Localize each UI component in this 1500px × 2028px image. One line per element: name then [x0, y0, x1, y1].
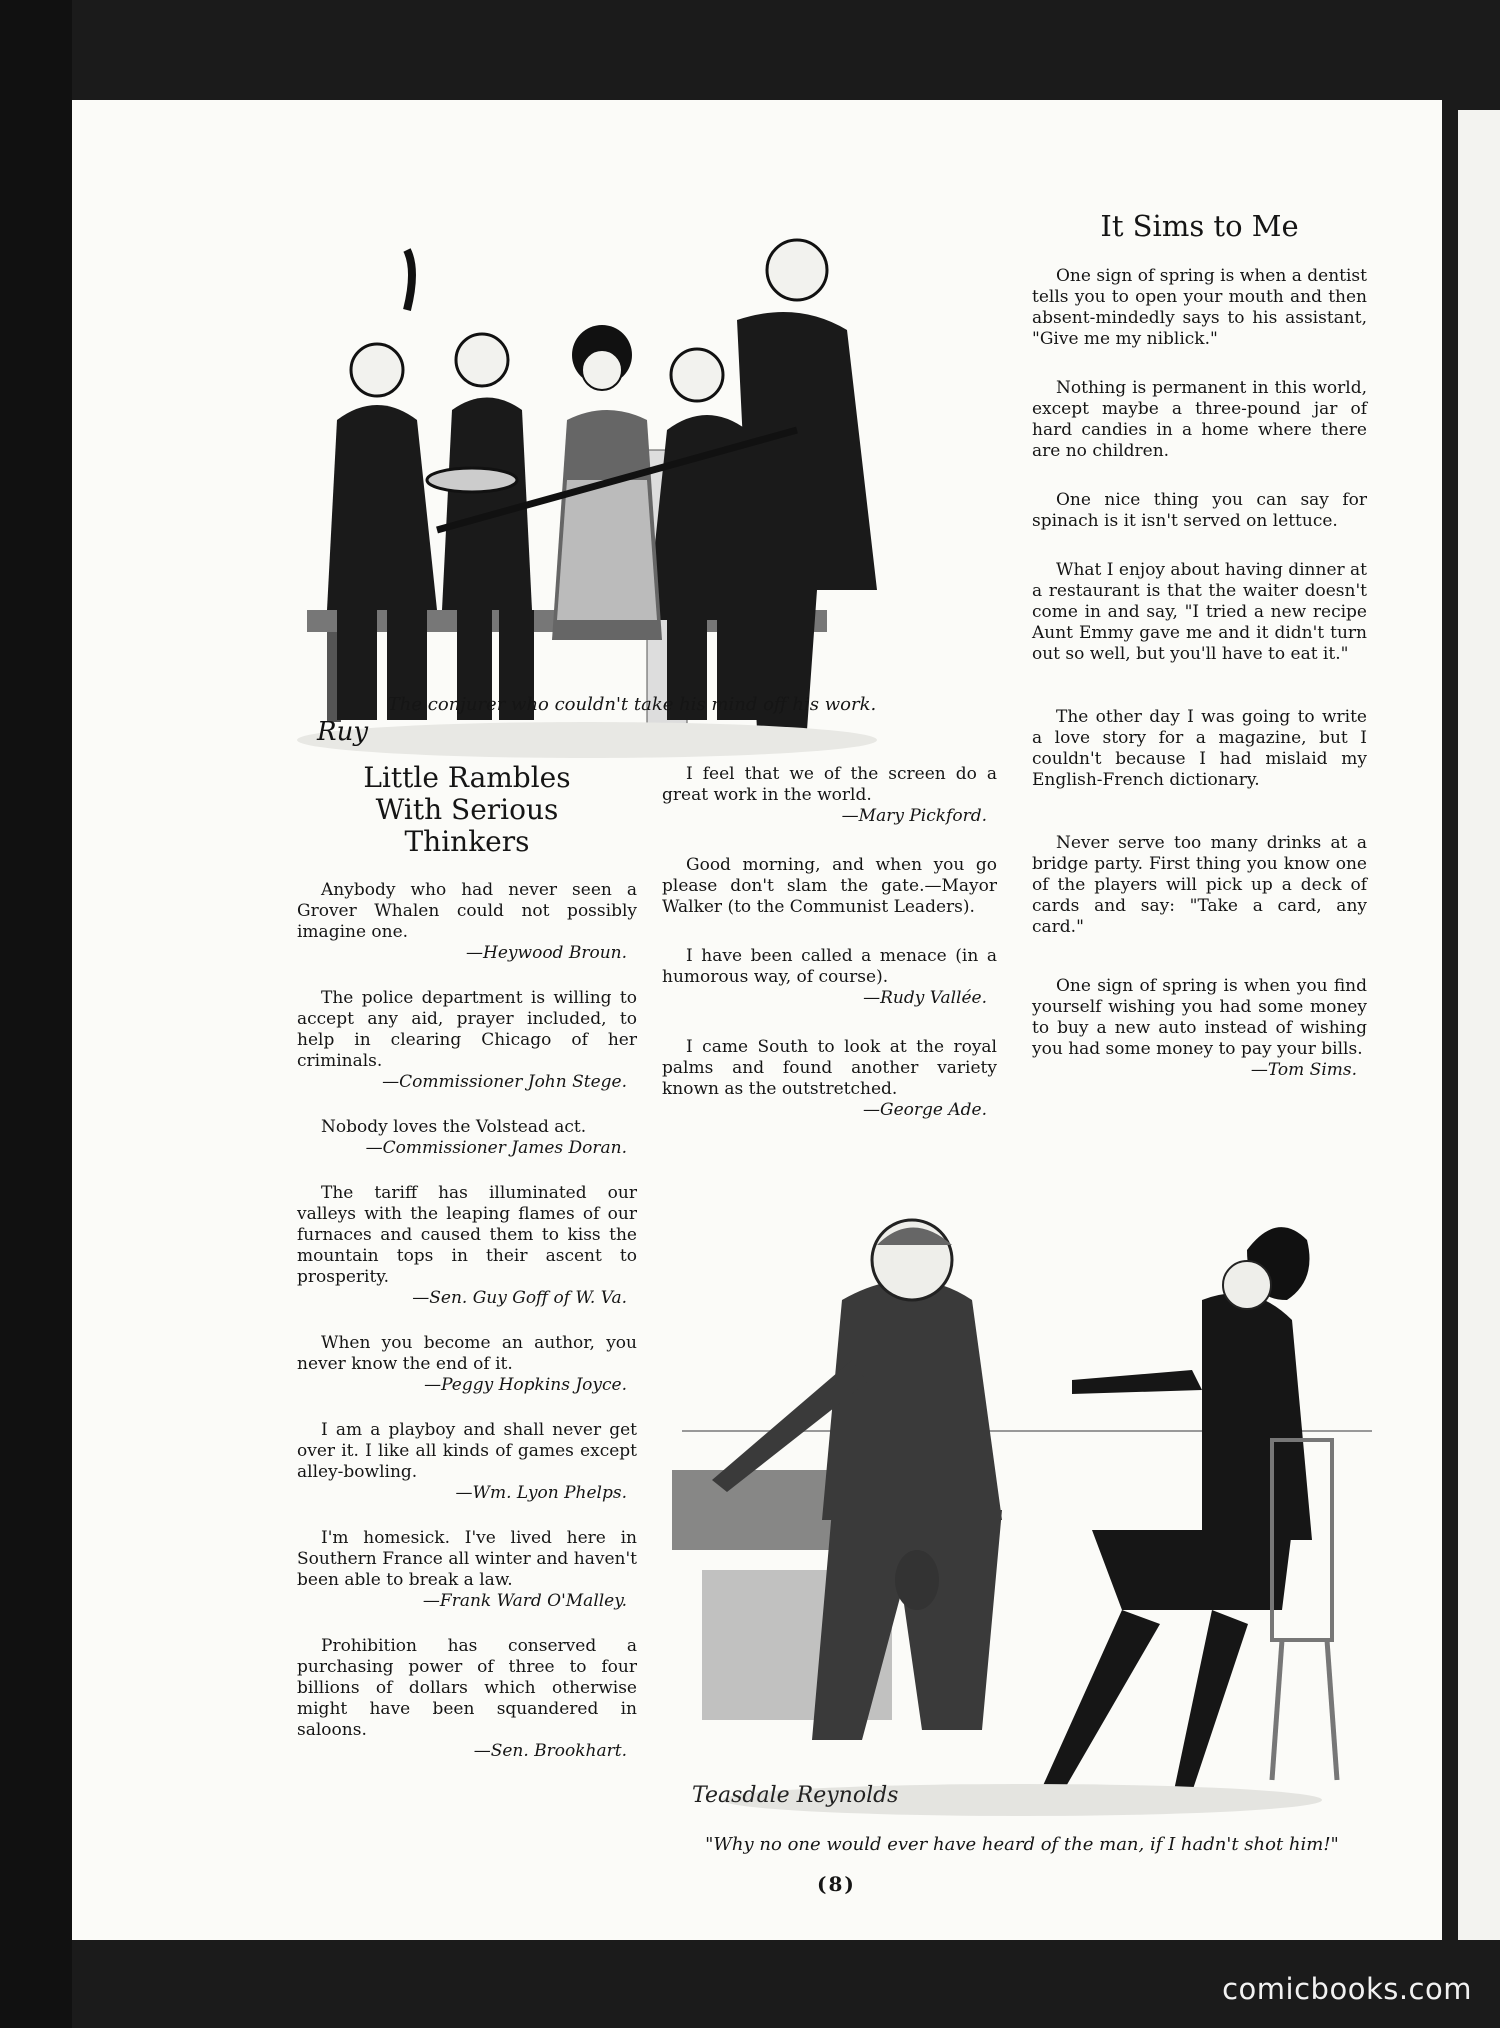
rambles-title: Little Rambles With Serious Thinkers	[363, 761, 571, 858]
list-item: I have been called a menace (in a humorous way, of course). —Rudy Vallée.	[662, 946, 997, 1008]
list-item: One sign of spring is when a dentist tells you to open your mouth and then absent-mindedly says to his assistant, "Give me my niblick."	[1032, 266, 1367, 349]
list-item: The police department is willing to accept any aid, prayer included, to help in clearing Chicago of her criminals. —Commissioner John Stege.	[297, 988, 637, 1092]
rambles-left-column	[297, 762, 637, 1786]
sims-title: It Sims to Me	[1100, 209, 1299, 243]
list-item: I'm homesick. I've lived here in Southern France all winter and haven't been able to break a law. —Frank Ward O'Malley.	[297, 1528, 637, 1611]
list-item: When you become an author, you never know the end of it. —Peggy Hopkins Joyce.	[297, 1333, 637, 1395]
interview-cartoon-illustration	[672, 1190, 1372, 1830]
list-item: Never serve too many drinks at a bridge party. First thing you know one of the players will pick up a deck of cards and say: "Take a card, any card."	[1032, 833, 1367, 937]
magazine-page	[72, 100, 1442, 1940]
list-item: I came South to look at the royal palms and found another variety known as the outstretched. —George Ade.	[662, 1037, 997, 1120]
list-item: The tariff has illuminated our valleys with the leaping flames of our furnaces and caused them to kiss the mountain tops in their ascent to prosperity. —Sen. Guy Goff of W. Va.	[297, 1183, 637, 1308]
interview-caption: "Why no one would ever have heard of the man, if I hadn't shot him!"	[705, 1834, 1339, 1855]
list-item: Anybody who had never seen a Grover Whalen could not possibly imagine one. —Heywood Broun.	[297, 880, 637, 963]
list-item: One nice thing you can say for spinach is it isn't served on lettuce.	[1032, 490, 1367, 531]
svg-text:Teasdale Reynolds: Teasdale Reynolds	[692, 1783, 899, 1808]
list-item: The other day I was going to write a love story for a magazine, but I couldn't because I had mislaid my English-French dictionary.	[1032, 707, 1367, 790]
rambles-middle-column	[662, 764, 997, 1145]
conjurer-caption: The conjurer who couldn't take his mind off his work.	[387, 694, 877, 715]
list-item: Prohibition has conserved a purchasing power of three to four billions of dollars which otherwise might have been squandered in saloons. —Sen. Brookhart.	[297, 1636, 637, 1761]
next-page-edge	[1458, 110, 1500, 1940]
svg-text:Ruy: Ruy	[317, 717, 369, 747]
list-item: Good morning, and when you go please don't slam the gate.—Mayor Walker (to the Communist Leaders).	[662, 855, 997, 917]
left-binding-edge	[0, 0, 72, 2028]
list-item: Nothing is permanent in this world, except maybe a three-pound jar of hard candies in a home where there are no children.	[1032, 378, 1367, 461]
page-number: (8)	[817, 1872, 856, 1896]
list-item: I feel that we of the screen do a great work in the world. —Mary Pickford.	[662, 764, 997, 826]
list-item: Nobody loves the Volstead act. —Commissioner James Doran.	[321, 1117, 627, 1158]
sims-column	[1032, 210, 1367, 1105]
list-item: One sign of spring is when you find yourself wishing you had some money to buy a new auto instead of wishing you had some money to pay your bills. —Tom Sims.	[1032, 976, 1367, 1080]
list-item: What I enjoy about having dinner at a restaurant is that the waiter doesn't come in and say, "I tried a new recipe Aunt Emmy gave me and it didn't turn out so well, but you'll have to eat it."	[1032, 560, 1368, 664]
list-item: I am a playboy and shall never get over it. I like all kinds of games except alley-bowling. —Wm. Lyon Phelps.	[297, 1420, 637, 1503]
watermark: comicbooks.com	[1222, 1972, 1472, 2006]
